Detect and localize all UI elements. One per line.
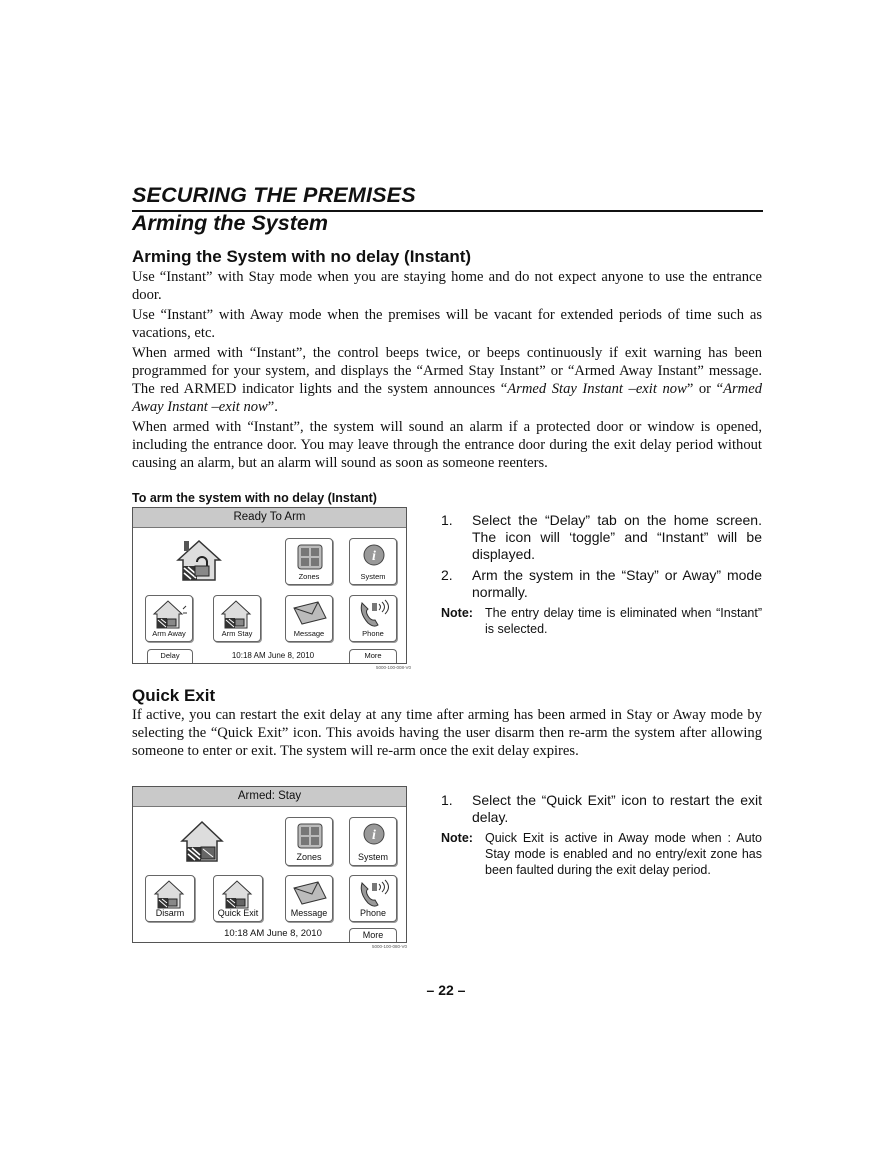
status-bar: Armed: Stay [133, 787, 406, 807]
timestamp: 10:18 AM June 8, 2010 [224, 928, 322, 939]
step-item [441, 512, 762, 563]
paragraph-instant-stay: Use “Instant” with Stay mode when you are staying home and do not expect anyone to use the entrance door. [132, 269, 762, 303]
tile-label: System [360, 572, 386, 581]
step-number: 1. [441, 512, 453, 528]
note [441, 830, 762, 878]
tile-label: Phone [362, 629, 384, 638]
paragraph-instant-alarm: When armed with “Instant”, the system will sound an alarm if a protected door or window is opened, including the entrance door. You may leave through the entrance door during the exit delay period without causing an alarm, but an alarm will sound as soon as someone reenters. [132, 419, 762, 471]
touchscreen-armed-stay [132, 786, 407, 943]
tile-label: Message [293, 629, 325, 638]
phone-button[interactable] [349, 595, 397, 642]
phone-speaker-icon [358, 599, 390, 629]
text-span: When armed with “Instant”, the control beeps twice, or beeps continuously if exit warning has been programmed for your system, and displays the “Armed Stay Instant” or “Armed Away Instant” message. The red ARMED indicator lights and the system announces “ [132, 345, 762, 397]
arm-away-button[interactable] [145, 595, 193, 642]
message-button[interactable] [285, 875, 333, 922]
text-span: ”. [267, 399, 278, 415]
tile-label: Zones [296, 852, 322, 862]
announcement-away: Armed Away Instant –exit now [132, 381, 762, 415]
step-text: Select the “Delay” tab on the home screen. The icon will ‘toggle” and “Instant” will be displayed. [472, 512, 762, 562]
tile-label: System [357, 852, 388, 862]
system-info-icon [362, 543, 386, 567]
page-heading: SECURING THE PREMISES [132, 183, 416, 207]
zones-grid-icon [296, 822, 324, 850]
tile-label: Disarm [155, 908, 185, 918]
zones-button[interactable] [285, 817, 333, 866]
note-label: Note: [441, 831, 473, 845]
step-text: Arm the system in the “Stay” or Away” mode normally. [472, 567, 762, 600]
tile-label: Quick Exit [217, 908, 259, 918]
quick-exit-house-icon [221, 879, 257, 909]
page-number: – 22 – [426, 982, 466, 998]
system-button[interactable] [349, 817, 397, 866]
arm-stay-house-icon [220, 599, 256, 629]
svg-text:i: i [372, 549, 376, 564]
instant-steps [441, 512, 762, 637]
procedure-title: To arm the system with no delay (Instant) [132, 491, 377, 505]
paragraph-instant-away: Use “Instant” with Away mode when the premises will be vacant for extended periods of time such as vacations, etc. [132, 307, 762, 341]
delay-tab[interactable]: Delay [147, 649, 193, 663]
house-lock-icon [175, 538, 223, 582]
paragraph-instant-beeps [132, 344, 762, 416]
system-button[interactable] [349, 538, 397, 585]
paragraph-quick-exit: If active, you can restart the exit delay at any time after arming has been armed in Stay or Away mode by selecting the “Quick Exit” icon. This avoids having the user disarm then re-arm the system after allowing someone to enter or exit. The system will re-arm once the exit delay expires. [132, 707, 762, 759]
phone-button[interactable] [349, 875, 397, 922]
note-text: The entry delay time is eliminated when “Instant” is selected. [485, 606, 762, 636]
svg-text:i: i [372, 828, 376, 843]
quick-exit-button[interactable] [213, 875, 263, 922]
message-envelope-icon [292, 880, 328, 906]
quick-exit-steps [441, 792, 762, 878]
step-number: 1. [441, 792, 453, 808]
message-envelope-icon [292, 600, 328, 626]
status-bar: Ready To Arm [133, 508, 406, 528]
step-item [441, 792, 762, 826]
tile-label: Arm Away [152, 629, 186, 638]
note-text: Quick Exit is active in Away mode when : Auto Stay mode is enabled and no entry/exit zone has been faulted during the exit delay period. [485, 831, 762, 877]
system-info-icon [362, 822, 386, 846]
timestamp: 10:18 AM June 8, 2010 [231, 651, 315, 660]
phone-speaker-icon [358, 879, 390, 909]
touchscreen-ready-to-arm [132, 507, 407, 664]
note [441, 605, 762, 637]
disarm-button[interactable] [145, 875, 195, 922]
arm-away-house-icon [152, 599, 188, 629]
tile-label: Zones [298, 572, 320, 581]
section-title-quick-exit: Quick Exit [132, 686, 216, 705]
tile-label: Phone [359, 908, 387, 918]
tile-label: Message [290, 908, 328, 918]
note-label: Note: [441, 606, 473, 620]
step-item [441, 567, 762, 601]
text-span: ” or “ [686, 381, 724, 397]
figure-id: 5000-100-080-V0 [372, 944, 408, 949]
page-subheading: Arming the System [132, 211, 328, 235]
more-tab[interactable]: More [349, 649, 397, 663]
tile-label: Arm Stay [221, 629, 253, 638]
zones-button[interactable] [285, 538, 333, 585]
house-lock-icon [179, 819, 225, 863]
message-button[interactable] [285, 595, 333, 642]
announcement-stay: Armed Stay Instant –exit now [507, 381, 687, 397]
step-text: Select the “Quick Exit” icon to restart the exit delay. [472, 792, 762, 825]
figure-id: 5000-100-008-V0 [376, 665, 412, 670]
zones-grid-icon [296, 543, 324, 571]
section-title-instant: Arming the System with no delay (Instant) [132, 247, 472, 266]
step-number: 2. [441, 567, 453, 583]
disarm-house-icon [153, 879, 189, 909]
arm-stay-button[interactable] [213, 595, 261, 642]
more-tab[interactable]: More [349, 928, 397, 942]
